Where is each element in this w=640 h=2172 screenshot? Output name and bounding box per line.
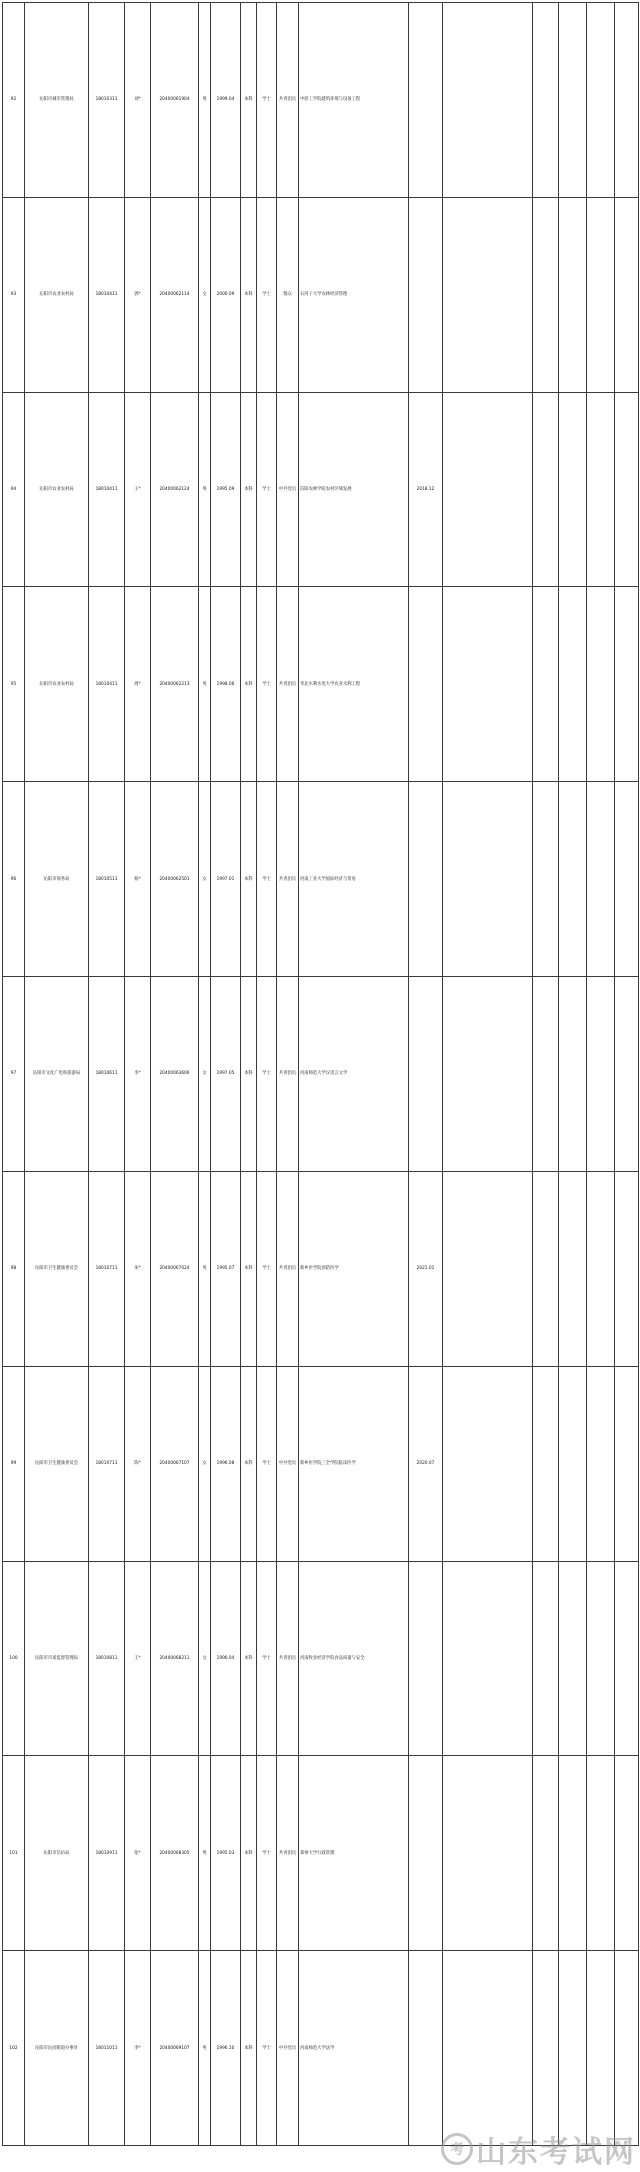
table-cell bbox=[615, 1561, 639, 1756]
table-cell bbox=[559, 587, 587, 782]
table-cell bbox=[409, 1951, 443, 2146]
table-cell: 共青团员 bbox=[277, 977, 299, 1172]
watermark-text: 山东考试网 bbox=[476, 2135, 636, 2170]
table-cell: 18010311 bbox=[89, 3, 125, 198]
table-cell: 学士 bbox=[257, 392, 277, 587]
table-cell: 沁阳市文化广电和旅游局 bbox=[25, 977, 89, 1172]
watermark-logo-icon: 考 bbox=[441, 2133, 473, 2165]
table-cell: 新乡医学院预防医学 bbox=[299, 1171, 409, 1366]
table-cell: 周* bbox=[125, 587, 151, 782]
table-cell: 共青团员 bbox=[277, 782, 299, 977]
table-cell: 18010511 bbox=[89, 782, 125, 977]
table-cell: 中共党员 bbox=[277, 1366, 299, 1561]
table-cell bbox=[533, 1171, 559, 1366]
table-cell: 1996.10 bbox=[211, 1951, 241, 2146]
table-cell bbox=[587, 1951, 615, 2146]
table-cell: 王* bbox=[125, 392, 151, 587]
table-cell: 男 bbox=[199, 392, 211, 587]
table-cell bbox=[533, 3, 559, 198]
table-cell: 学士 bbox=[257, 1366, 277, 1561]
table-cell bbox=[409, 197, 443, 392]
table-cell: 朱* bbox=[125, 1171, 151, 1366]
table-cell: 男 bbox=[199, 587, 211, 782]
table-cell: 河南牧业经济学院食品质量与安全 bbox=[299, 1561, 409, 1756]
table-cell: 本科 bbox=[241, 587, 257, 782]
table-cell: 20400062501 bbox=[151, 782, 199, 977]
table-cell bbox=[559, 977, 587, 1172]
table-cell: 刘* bbox=[125, 3, 151, 198]
table-cell: 女 bbox=[199, 1366, 211, 1561]
table-cell: 女 bbox=[199, 977, 211, 1172]
table-cell: 中共党员 bbox=[277, 392, 299, 587]
table-cell: 1997.05 bbox=[211, 977, 241, 1172]
table-cell: 18010711 bbox=[89, 1366, 125, 1561]
table-cell: 99 bbox=[3, 1366, 25, 1561]
table-cell: 本科 bbox=[241, 3, 257, 198]
table-cell: 20400062213 bbox=[151, 587, 199, 782]
table-cell: 本科 bbox=[241, 782, 257, 977]
table-cell bbox=[443, 3, 533, 198]
table-cell bbox=[443, 782, 533, 977]
table-cell bbox=[559, 1756, 587, 1951]
table-cell: 94 bbox=[3, 392, 25, 587]
table-cell: 本科 bbox=[241, 1756, 257, 1951]
table-cell bbox=[587, 3, 615, 198]
table-cell: 新乡医学院三全学院临床医学 bbox=[299, 1366, 409, 1561]
table-row bbox=[3, 392, 639, 587]
table-cell bbox=[615, 1171, 639, 1366]
table-cell: 中原工学院建筑环境与设备工程 bbox=[299, 3, 409, 198]
table-cell: 20400068305 bbox=[151, 1756, 199, 1951]
table-cell: 1996.08 bbox=[211, 1366, 241, 1561]
table-cell: 郭* bbox=[125, 197, 151, 392]
table-cell bbox=[615, 587, 639, 782]
table-cell bbox=[409, 3, 443, 198]
table-cell: 共青团员 bbox=[277, 1756, 299, 1951]
table-cell: 沁阳市卫生健康委员会 bbox=[25, 1366, 89, 1561]
table-cell: 20400069107 bbox=[151, 1951, 199, 2146]
table-cell: 信阳农林学院农村区域发展 bbox=[299, 392, 409, 587]
table-cell bbox=[615, 1951, 639, 2146]
table-cell: 93 bbox=[3, 197, 25, 392]
table-cell: 1995.09 bbox=[211, 392, 241, 587]
table-cell bbox=[409, 782, 443, 977]
table-cell bbox=[409, 587, 443, 782]
table-cell bbox=[615, 1366, 639, 1561]
table-cell: 共青团员 bbox=[277, 587, 299, 782]
table-cell bbox=[559, 1366, 587, 1561]
table-cell: 共青团员 bbox=[277, 1561, 299, 1756]
table-cell bbox=[443, 1561, 533, 1756]
table-cell: 18010611 bbox=[89, 977, 125, 1172]
table-cell: 男 bbox=[199, 3, 211, 198]
table-cell: 2021.01 bbox=[409, 1171, 443, 1366]
table-cell: 本科 bbox=[241, 1951, 257, 2146]
table-cell: 18010411 bbox=[89, 197, 125, 392]
table-cell: 共青团员 bbox=[277, 3, 299, 198]
table-cell: 1999.04 bbox=[211, 3, 241, 198]
table-cell: 18010811 bbox=[89, 1561, 125, 1756]
table-cell: 96 bbox=[3, 782, 25, 977]
table-cell bbox=[533, 1951, 559, 2146]
table-cell bbox=[443, 1366, 533, 1561]
table-cell bbox=[587, 392, 615, 587]
table-cell bbox=[533, 1561, 559, 1756]
table-cell: 本科 bbox=[241, 392, 257, 587]
table-cell: 华北水利水电大学农业水利工程 bbox=[299, 587, 409, 782]
table-cell bbox=[559, 1951, 587, 2146]
table-cell bbox=[443, 1951, 533, 2146]
table-cell: 20400062124 bbox=[151, 392, 199, 587]
table-cell: 学士 bbox=[257, 3, 277, 198]
table-cell: 20400061904 bbox=[151, 3, 199, 198]
table-cell: 1996.04 bbox=[211, 1561, 241, 1756]
table-row bbox=[3, 1171, 639, 1366]
table-row bbox=[3, 1951, 639, 2146]
table-cell: 1995.03 bbox=[211, 1756, 241, 1951]
table-cell bbox=[443, 392, 533, 587]
table-cell: 沁阳市市场监督管理局 bbox=[25, 1561, 89, 1756]
table-cell: 河南师范大学法学 bbox=[299, 1951, 409, 2146]
table-cell: 92 bbox=[3, 3, 25, 198]
table-cell: 女 bbox=[199, 197, 211, 392]
table-cell: 本科 bbox=[241, 1366, 257, 1561]
table-cell: 学士 bbox=[257, 782, 277, 977]
table-body bbox=[3, 3, 639, 2146]
table-cell bbox=[615, 1756, 639, 1951]
table-cell bbox=[409, 977, 443, 1172]
table-cell: 20400068211 bbox=[151, 1561, 199, 1756]
table-cell bbox=[559, 782, 587, 977]
table-cell: 男 bbox=[199, 1171, 211, 1366]
table-cell: 18010711 bbox=[89, 1171, 125, 1366]
table-cell: 沁阳市城市管理局 bbox=[25, 3, 89, 198]
table-cell: 20400063606 bbox=[151, 977, 199, 1172]
table-cell bbox=[587, 197, 615, 392]
table-row bbox=[3, 587, 639, 782]
table-cell: 河南工业大学国际经济与贸易 bbox=[299, 782, 409, 977]
table-cell: 1995.07 bbox=[211, 1171, 241, 1366]
table-cell bbox=[615, 392, 639, 587]
table-cell: 95 bbox=[3, 587, 25, 782]
table-cell: 沁阳市农业农村局 bbox=[25, 392, 89, 587]
table-cell bbox=[559, 392, 587, 587]
table-cell: 98 bbox=[3, 1171, 25, 1366]
table-cell: 20400067107 bbox=[151, 1366, 199, 1561]
table-cell bbox=[615, 197, 639, 392]
table-cell bbox=[615, 3, 639, 198]
table-row bbox=[3, 977, 639, 1172]
table-cell bbox=[615, 977, 639, 1172]
table-cell: 学士 bbox=[257, 1561, 277, 1756]
table-cell: 女 bbox=[199, 1561, 211, 1756]
table-cell: 1997.01 bbox=[211, 782, 241, 977]
table-cell: 学士 bbox=[257, 197, 277, 392]
table-cell bbox=[587, 977, 615, 1172]
results-table bbox=[2, 2, 639, 2146]
table-cell: 学士 bbox=[257, 977, 277, 1172]
table-cell: 2000.09 bbox=[211, 197, 241, 392]
table-cell: 王* bbox=[125, 1561, 151, 1756]
table-cell bbox=[559, 1561, 587, 1756]
table-cell: 男 bbox=[199, 1951, 211, 2146]
table-cell: 男 bbox=[199, 1756, 211, 1951]
table-cell: 18010911 bbox=[89, 1756, 125, 1951]
table-cell bbox=[533, 392, 559, 587]
table-cell: 2020.07 bbox=[409, 1366, 443, 1561]
table-cell: 沁阳市卫生健康委员会 bbox=[25, 1171, 89, 1366]
table-cell bbox=[587, 587, 615, 782]
table-cell: 李* bbox=[125, 977, 151, 1172]
table-cell: 20400062114 bbox=[151, 197, 199, 392]
table-cell: 97 bbox=[3, 977, 25, 1172]
table-row bbox=[3, 1756, 639, 1951]
table-cell bbox=[443, 1171, 533, 1366]
table-cell bbox=[559, 197, 587, 392]
table-cell bbox=[615, 782, 639, 977]
table-cell bbox=[409, 1756, 443, 1951]
table-cell bbox=[587, 1561, 615, 1756]
table-cell bbox=[533, 1366, 559, 1561]
table-cell: 100 bbox=[3, 1561, 25, 1756]
table-cell: 学士 bbox=[257, 587, 277, 782]
table-cell: 沁阳市信访局 bbox=[25, 1756, 89, 1951]
table-cell: 18010411 bbox=[89, 392, 125, 587]
table-row bbox=[3, 1366, 639, 1561]
table-cell bbox=[443, 587, 533, 782]
table-row bbox=[3, 782, 639, 977]
table-cell: 女 bbox=[199, 782, 211, 977]
table-cell: 1998.06 bbox=[211, 587, 241, 782]
table-cell bbox=[587, 1756, 615, 1951]
table-cell: 陈* bbox=[125, 1366, 151, 1561]
table-cell: 沁阳市农业农村局 bbox=[25, 197, 89, 392]
table-cell: 本科 bbox=[241, 977, 257, 1172]
table-cell: 杨* bbox=[125, 782, 151, 977]
table-cell: 本科 bbox=[241, 1561, 257, 1756]
table-cell: 20400067024 bbox=[151, 1171, 199, 1366]
table-cell: 学士 bbox=[257, 1171, 277, 1366]
table-row bbox=[3, 1561, 639, 1756]
table-cell: 101 bbox=[3, 1756, 25, 1951]
table-cell: 沁阳市沁园街道办事处 bbox=[25, 1951, 89, 2146]
table-cell: 张* bbox=[125, 1756, 151, 1951]
table-cell: 石河子大学农林经济管理 bbox=[299, 197, 409, 392]
table-cell: 沁阳市农业农村局 bbox=[25, 587, 89, 782]
table-cell bbox=[533, 977, 559, 1172]
table-cell: 2018.12 bbox=[409, 392, 443, 587]
table-cell bbox=[533, 782, 559, 977]
table-cell bbox=[587, 782, 615, 977]
table-cell: 群众 bbox=[277, 197, 299, 392]
results-sheet bbox=[2, 2, 638, 2145]
table-cell: 18010411 bbox=[89, 587, 125, 782]
watermark bbox=[441, 2132, 636, 2170]
table-cell bbox=[409, 1561, 443, 1756]
table-row bbox=[3, 3, 639, 198]
table-cell bbox=[587, 1171, 615, 1366]
table-cell: 沁阳市商务局 bbox=[25, 782, 89, 977]
table-cell: 李* bbox=[125, 1951, 151, 2146]
table-row bbox=[3, 197, 639, 392]
table-cell: 学士 bbox=[257, 1951, 277, 2146]
table-cell: 郑州大学行政管理 bbox=[299, 1756, 409, 1951]
table-cell bbox=[533, 197, 559, 392]
table-cell bbox=[533, 1756, 559, 1951]
table-cell: 102 bbox=[3, 1951, 25, 2146]
table-cell: 共青团员 bbox=[277, 1171, 299, 1366]
table-cell: 中共党员 bbox=[277, 1951, 299, 2146]
table-cell bbox=[559, 1171, 587, 1366]
table-cell: 本科 bbox=[241, 197, 257, 392]
table-cell: 18011011 bbox=[89, 1951, 125, 2146]
table-cell bbox=[587, 1366, 615, 1561]
table-cell bbox=[533, 587, 559, 782]
table-cell: 本科 bbox=[241, 1171, 257, 1366]
table-cell bbox=[559, 3, 587, 198]
table-cell bbox=[443, 1756, 533, 1951]
table-cell bbox=[443, 977, 533, 1172]
table-cell: 学士 bbox=[257, 1756, 277, 1951]
table-cell bbox=[443, 197, 533, 392]
table-cell: 河南师范大学汉语言文学 bbox=[299, 977, 409, 1172]
